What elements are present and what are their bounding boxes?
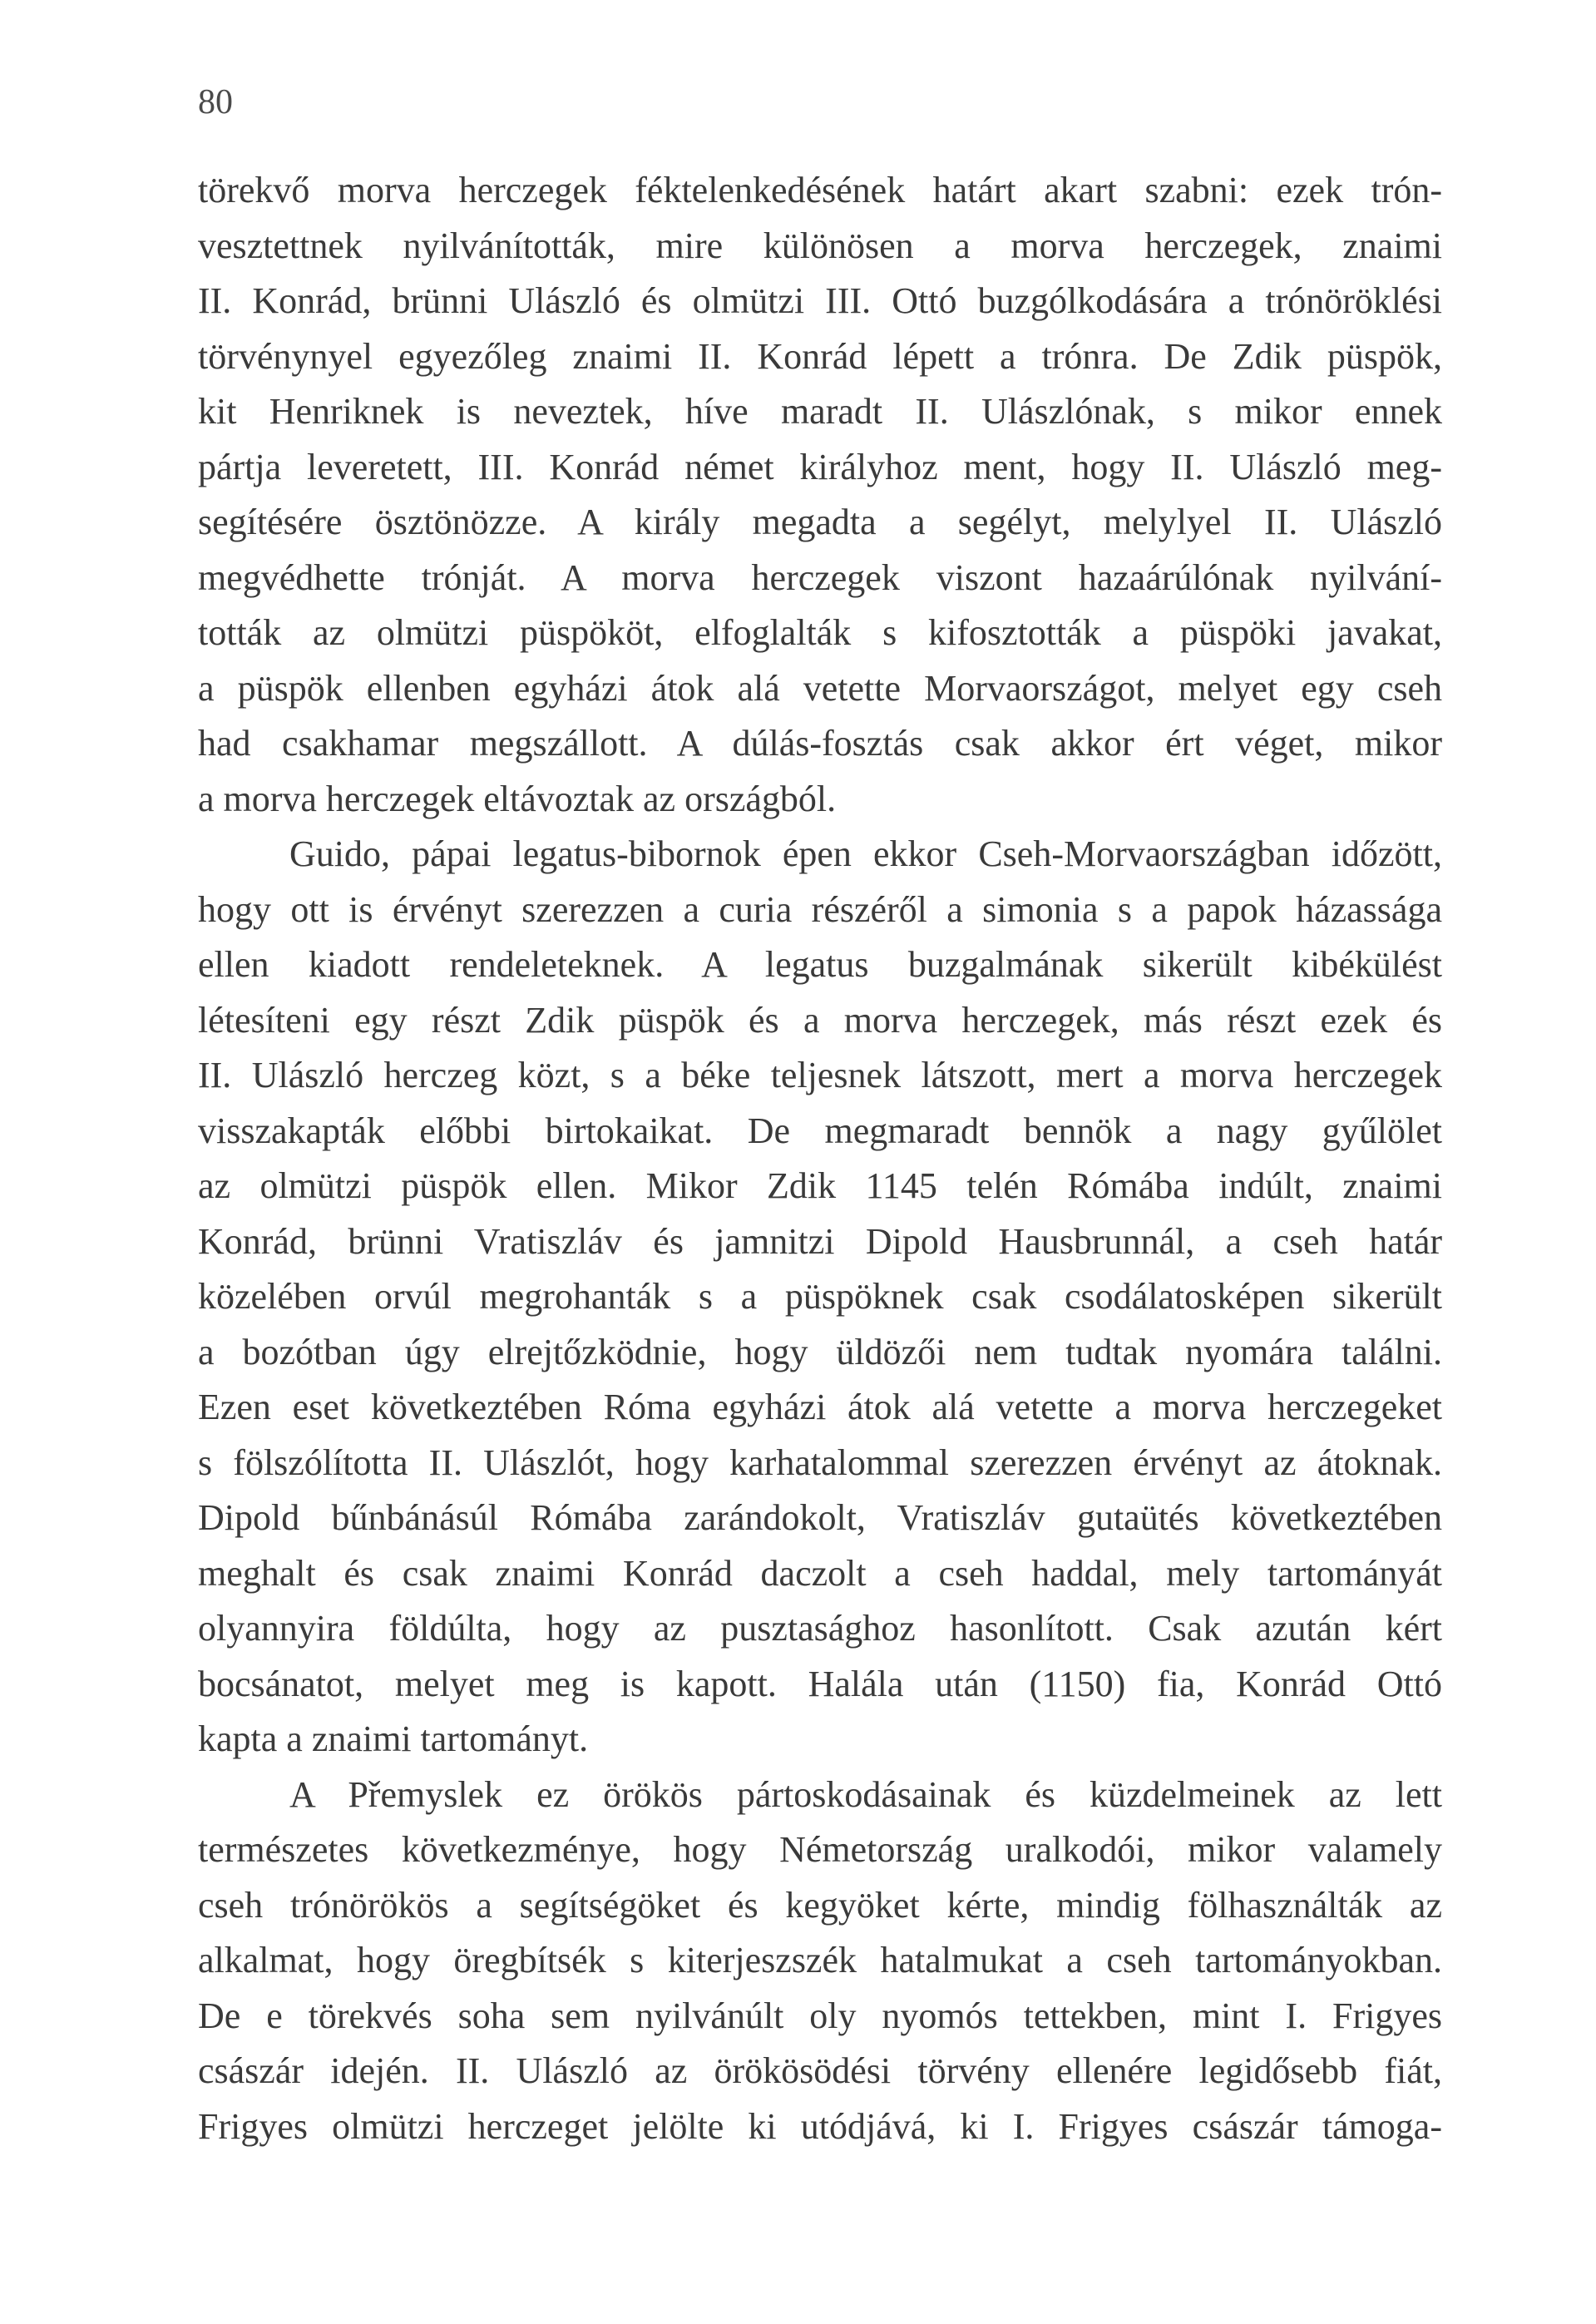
text-line: közelében orvúl megrohanták s a püspöknek csak csodálatosképen sikerült <box>198 1276 1442 1317</box>
text-line: kapta a znaimi tartományt. <box>198 1718 589 1759</box>
text-line: A Přemyslek ez örökös pártoskodásainak és küzdelmeinek az lett <box>289 1773 1442 1815</box>
text-line: a bozótban úgy elrejtőzködnie, hogy üldözői nem tudtak nyomára találni. <box>198 1331 1442 1372</box>
text-line: Frigyes olmützi herczeget jelölte ki utódjává, ki I. Frigyes császár támoga- <box>198 2105 1442 2147</box>
text-line: meghalt és csak znaimi Konrád daczolt a cseh haddal, mely tartományát <box>198 1552 1442 1594</box>
text-line: törekvő morva herczegek féktelenkedésének határt akart szabni: ezek trón- <box>198 170 1442 210</box>
text-line: De e törekvés soha sem nyilvánúlt oly nyomós tettekben, mint I. Frigyes <box>198 1995 1442 2036</box>
text-line: kit Henriknek is neveztek, híve maradt II. Ulászlónak, s mikor ennek <box>198 391 1442 432</box>
text-line: létesíteni egy részt Zdik püspök és a morva herczegek, más részt ezek és <box>198 999 1442 1041</box>
text-line: pártja leveretett, III. Konrád német királyhoz ment, hogy II. Ulászló meg- <box>198 446 1442 487</box>
text-line: vesztettnek nyilvánították, mire különösen a morva herczegek, znaimi <box>198 225 1442 266</box>
text-line: megvédhette trónját. A morva herczegek viszont hazaárúlónak nyilvání- <box>198 556 1442 598</box>
text-line: ellen kiadott rendeleteknek. A legatus buzgalmának sikerült kibékülést <box>198 944 1442 985</box>
text-line: Ezen eset következtében Róma egyházi átok alá vetette a morva herczegeket <box>198 1387 1442 1427</box>
text-line: Konrád, brünni Vratiszláv és jamnitzi Dipold Hausbrunnál, a cseh határ <box>198 1220 1442 1262</box>
text-line: II. Ulászló herczeg közt, s a béke teljesnek látszott, mert a morva herczegek <box>198 1055 1442 1095</box>
text-line: Dipold bűnbánásúl Rómába zarándokolt, Vratiszláv gutaütés következtében <box>198 1497 1442 1538</box>
text-line: visszakapták előbbi birtokaikat. De megmaradt bennök a nagy gyűlölet <box>198 1110 1442 1151</box>
text-line: az olmützi püspök ellen. Mikor Zdik 1145 telén Rómába indúlt, znaimi <box>198 1165 1442 1206</box>
body-text <box>198 163 1442 2154</box>
text-line: a morva herczegek eltávoztak az országból. <box>198 778 837 819</box>
text-line: segítésére ösztönözze. A király megadta a segélyt, melylyel II. Ulászló <box>198 502 1442 542</box>
text-line: II. Konrád, brünni Ulászló és olmützi III. Ottó buzgólkodására a trónöröklési <box>198 280 1442 321</box>
text-line: had csakhamar megszállott. A dúlás-fosztás csak akkor ért véget, mikor <box>198 723 1442 764</box>
text-line: természetes következménye, hogy Németország uralkodói, mikor valamely <box>198 1829 1442 1870</box>
text-line: Guido, pápai legatus-bibornok épen ekkor Cseh-Morvaországban időzött, <box>289 833 1442 874</box>
text-line: s fölszólította II. Ulászlót, hogy karhatalommal szerezzen érvényt az átoknak. <box>198 1441 1442 1483</box>
text-line: hogy ott is érvényt szerezzen a curia részéről a simonia s a papok házassága <box>198 888 1442 930</box>
text-line: császár idején. II. Ulászló az örökösödési törvény ellenére legidősebb fiát, <box>198 2050 1442 2091</box>
text-line: törvénynyel egyezőleg znaimi II. Konrád lépett a trónra. De Zdik püspök, <box>198 335 1442 377</box>
text-line: tották az olmützi püspököt, elfoglalták s kifosztották a püspöki javakat, <box>198 612 1442 653</box>
text-line: alkalmat, hogy öregbítsék s kiterjeszszék hatalmukat a cseh tartományokban. <box>198 1940 1442 1980</box>
text-line: cseh trónörökös a segítségöket és kegyöket kérte, mindig fölhasználták az <box>198 1884 1442 1926</box>
page-number: 80 <box>198 83 233 121</box>
text-line: a püspök ellenben egyházi átok alá vetette Morvaországot, melyet egy cseh <box>198 667 1442 709</box>
text-line: bocsánatot, melyet meg is kapott. Halála után (1150) fia, Konrád Ottó <box>198 1663 1442 1704</box>
text-line: olyannyira földúlta, hogy az pusztasághoz hasonlított. Csak azután kért <box>198 1608 1442 1649</box>
